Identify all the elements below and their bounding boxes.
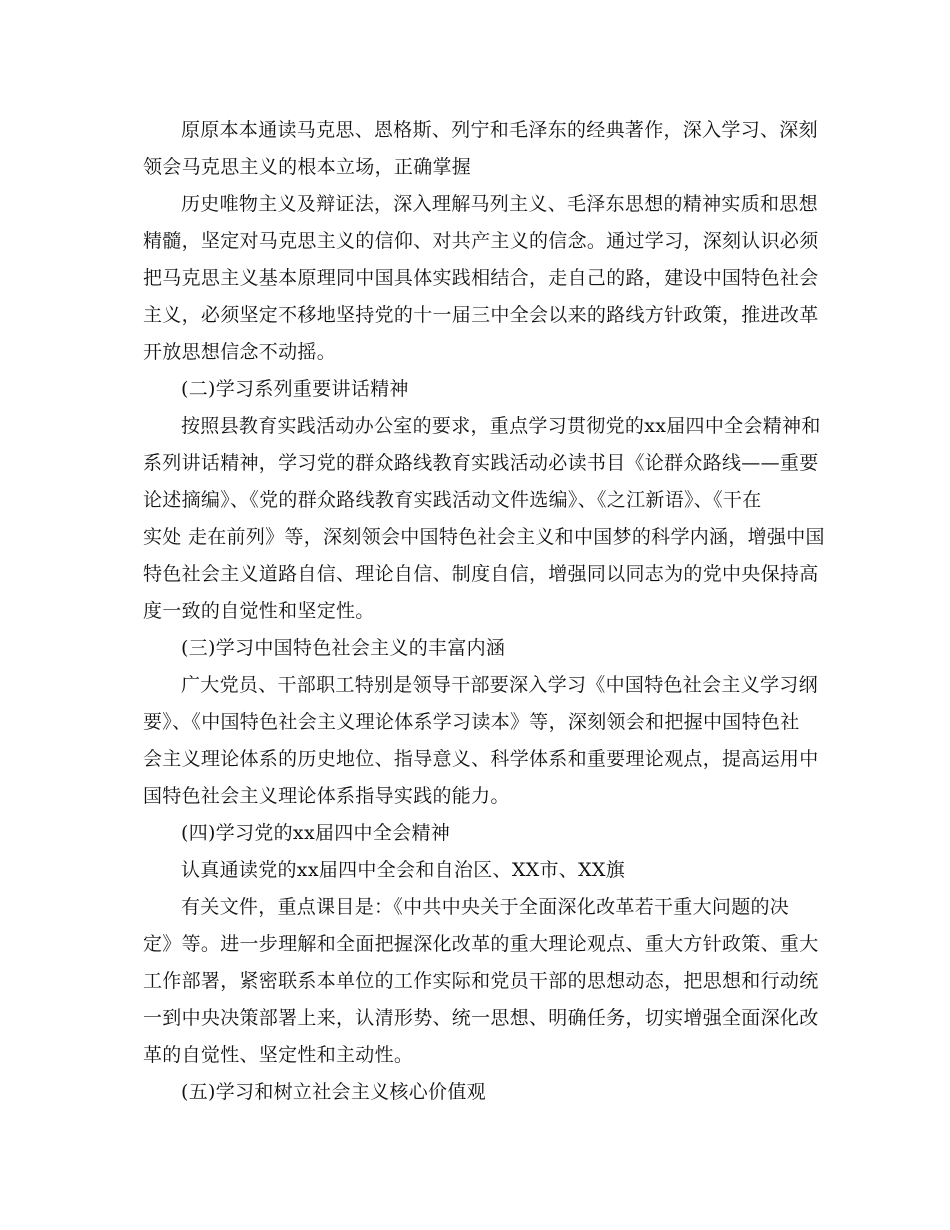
text-line: 历史唯物主义及辩证法，深入理解马列主义、毛泽东思想的精神实质和思想 bbox=[181, 193, 818, 215]
text-line: (四)学习党的xx届四中全会精神 bbox=[181, 822, 451, 844]
text-line: 认真通读党的xx届四中全会和自治区、XX市、XX旗 bbox=[181, 859, 626, 881]
text-line: 工作部署，紧密联系本单位的工作实际和党员干部的思想动态，把思想和行动统 bbox=[143, 970, 819, 992]
text-line: 有关文件，重点课目是：《中共中央关于全面深化改革若干重大问题的决 bbox=[181, 896, 790, 918]
text-line: 会主义理论体系的历史地位、指导意义、科学体系和重要理论观点，提高运用中 bbox=[143, 748, 819, 770]
text-line: 实处 走在前列》等，深刻领会中国特色社会主义和中国梦的科学内涵，增强中国 bbox=[143, 526, 825, 548]
text-line: 特色社会主义道路自信、理论自信、制度自信，增强同以同志为的党中央保持高 bbox=[143, 563, 819, 585]
text-line: (二)学习系列重要讲话精神 bbox=[181, 378, 409, 400]
text-line: 精髓，坚定对马克思主义的信仰、对共产主义的信念。通过学习，深刻认识必须 bbox=[143, 230, 819, 252]
text-line: 革的自觉性、坚定性和主动性。 bbox=[143, 1044, 414, 1066]
text-line: 原原本本通读马克思、恩格斯、列宁和毛泽东的经典著作，深入学习、深刻 bbox=[181, 119, 818, 141]
text-line: 主义，必须坚定不移地坚持党的十一届三中全会以来的路线方针政策，推进改革 bbox=[143, 304, 819, 326]
text-line: 要》、《中国特色社会主义理论体系学习读本》等，深刻领会和把握中国特色社 bbox=[143, 711, 800, 733]
document-body bbox=[143, 112, 825, 1111]
text-line: 定》等。进一步理解和全面把握深化改革的重大理论观点、重大方针政策、重大 bbox=[143, 933, 819, 955]
text-line: 开放思想信念不动摇。 bbox=[143, 341, 337, 363]
text-line: 国特色社会主义理论体系指导实践的能力。 bbox=[143, 785, 510, 807]
text-line: 按照县教育实践活动办公室的要求，重点学习贯彻党的xx届四中全会精神和 bbox=[181, 415, 821, 437]
text-line: 把马克思主义基本原理同中国具体实践相结合，走自己的路，建设中国特色社会 bbox=[143, 267, 819, 289]
text-line: 广大党员、干部职工特别是领导干部要深入学习《中国特色社会主义学习纲 bbox=[181, 674, 818, 696]
text-line: 一到中央决策部署上来，认清形势、统一思想、明确任务，切实增强全面深化改 bbox=[143, 1007, 819, 1029]
text-line: (三)学习中国特色社会主义的丰富内涵 bbox=[181, 637, 506, 659]
text-line: 领会马克思主义的根本立场，正确掌握 bbox=[143, 156, 472, 178]
text-line: 论述摘编》、《党的群众路线教育实践活动文件选编》、《之江新语》、《干在 bbox=[143, 489, 762, 511]
text-line: 系列讲话精神，学习党的群众路线教育实践活动必读书目《论群众路线——重要 bbox=[143, 452, 819, 474]
text-line: 度一致的自觉性和坚定性。 bbox=[143, 600, 375, 622]
text-line: (五)学习和树立社会主义核心价值观 bbox=[181, 1081, 486, 1103]
